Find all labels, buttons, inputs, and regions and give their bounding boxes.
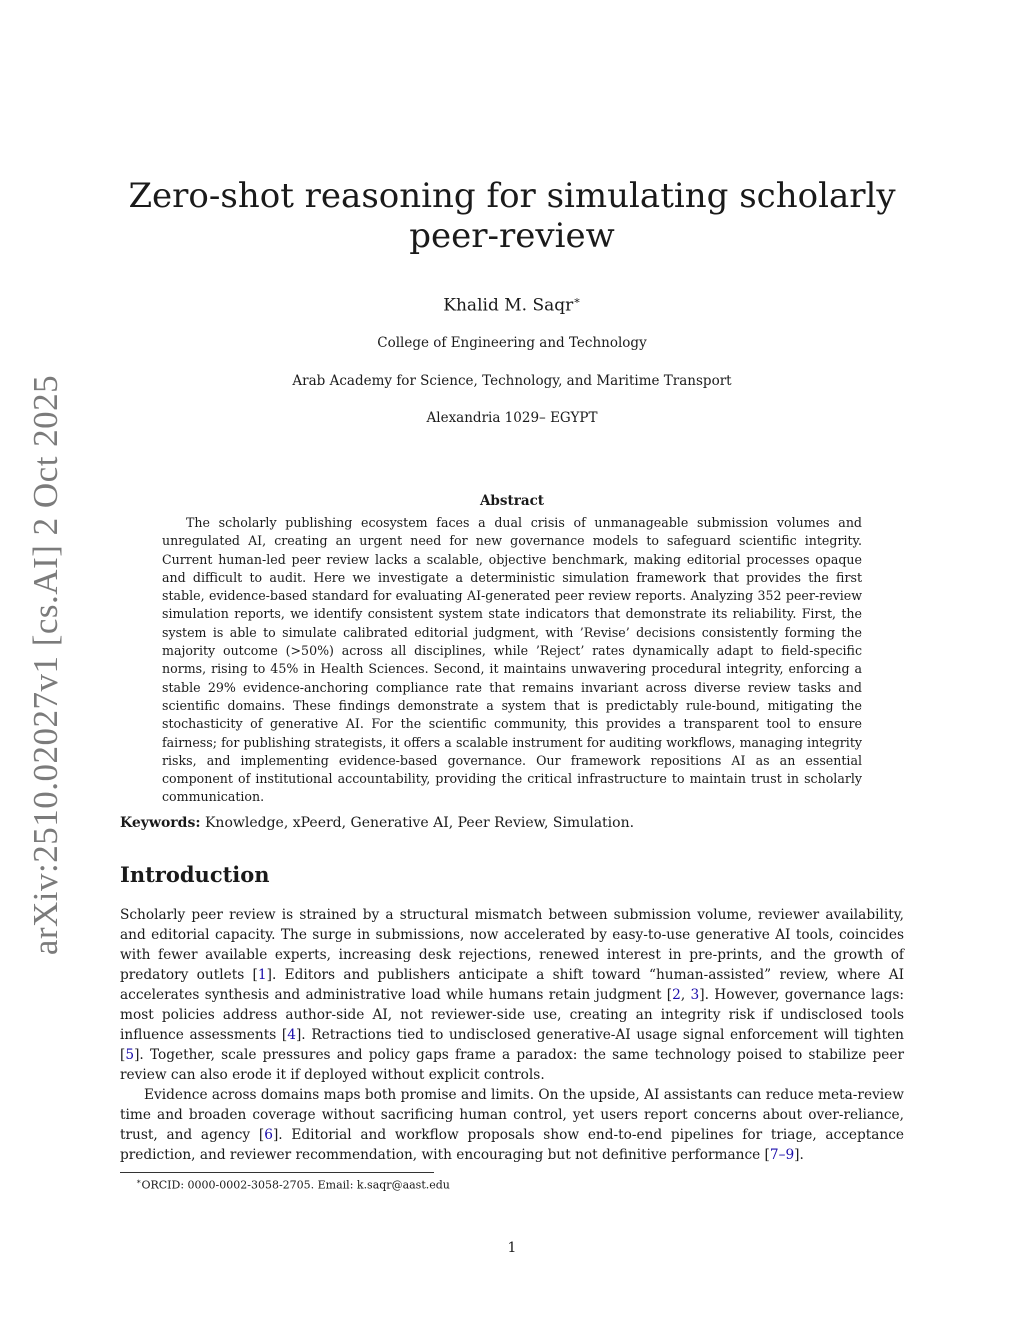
citation-link-4[interactable]: 4: [287, 1027, 296, 1043]
citation-link-3[interactable]: 3: [690, 987, 700, 1003]
affiliation-location: Alexandria 1029– EGYPT: [426, 410, 598, 426]
title-line-1: Zero-shot reasoning for simulating scholarly: [128, 176, 896, 216]
intro-p2-text-b: ]. Editorial and workflow proposals show end-to-end pipelines for triage, acceptance prediction, and reviewer recommendation, with encouraging but not definitive performance [: [120, 1127, 904, 1163]
footnote-mark: ∗: [136, 1177, 142, 1186]
intro-p2-text-a: Evidence across domains maps both promise and limits. On the upside, AI assistants can reduce meta-review time and broaden coverage without sacrificing human control, yet users report concerns about over-reliance, trust, and agency [: [120, 1087, 904, 1143]
intro-p1-text-c: ,: [680, 987, 691, 1003]
abstract-text: The scholarly publishing ecosystem faces a dual crisis of unmanageable submission volumes and unregulated AI, creating an urgent need for new governance models to safeguard scientific integrity. Current human-led peer review lacks a scalable, objective benchmark, making editorial processes opaque and difficult to audit. Here we investigate a deterministic simulation framework that provides the first stable, evidence-based standard for evaluating AI-generated peer review reports. Analyzing 352 peer-review simulation reports, we identify consistent system state indicators that demonstrate its reliability. First, the system is able to simulate calibrated editorial judgment, with ’Revise’ decisions consistently forming the majority outcome (>50%) across all disciplines, while ’Reject’ rates dynamically adapt to field-specific norms, rising to 45% in Health Sciences. Second, it maintains unwavering procedural integrity, enforcing a stable 29% evidence-anchoring compliance rate that remains invariant across diverse review tasks and scientific domains. These findings demonstrate a system that is predictably rule-bound, mitigating the stochasticity of generative AI. For the scientific community, this provides a transparent tool to ensure fairness; for publishing strategists, it offers a scalable instrument for auditing workflows, managing integrity risks, and implementing evidence-based governance. Our framework repositions AI as an essential component of institutional accountability, providing the critical infrastructure to maintain trust in scholarly communication.: [162, 515, 862, 805]
intro-p1-text-e: ]. Retractions tied to undisclosed generative-AI usage signal enforcement will tighten [: [120, 1027, 905, 1063]
introduction-heading: Introduction: [120, 862, 270, 887]
intro-p1-text-d: ]. However, governance lags: most policies address author-side AI, not reviewer-side use, creating an integrity risk if undisclosed tools influence assessments [: [120, 987, 904, 1043]
citation-link-2[interactable]: 2: [672, 987, 681, 1003]
citation-link-6[interactable]: 6: [264, 1127, 273, 1143]
introduction-paragraph-1: [120, 905, 904, 1085]
author-line: [120, 294, 904, 316]
footnote: [136, 1177, 450, 1192]
intro-p1-text-a: Scholarly peer review is strained by a structural mismatch between submission volume, reviewer availability, and editorial capacity. The surge in submissions, now accelerated by easy-to-use generative AI tools, coincides with fewer available experts, increasing desk rejections, renewed interest in pre-prints, and the growth of predatory outlets [: [120, 907, 904, 983]
keywords-line: [120, 815, 904, 831]
keywords-text: Knowledge, xPeerd, Generative AI, Peer Review, Simulation.: [204, 815, 635, 831]
intro-p2-text-c: ].: [794, 1147, 804, 1163]
footnote-rule: [120, 1172, 434, 1173]
abstract-heading: Abstract: [479, 493, 545, 509]
title-line-2: peer-review: [409, 216, 615, 256]
affiliation-academy: Arab Academy for Science, Technology, and Maritime Transport: [292, 373, 732, 389]
intro-p1-text-f: ]. Together, scale pressures and policy gaps frame a paradox: the same technology poised to stabilize peer review can also erode it if deployed without explicit controls.: [120, 1047, 904, 1083]
citation-link-7-9[interactable]: 7–9: [769, 1147, 795, 1163]
author-name: Khalid M. Saqr: [443, 295, 574, 316]
footnote-text: ORCID: 0000-0002-3058-2705. Email: k.saqr@aast.edu: [141, 1178, 450, 1192]
paper-title: [120, 176, 904, 256]
intro-p1-text-b: ]. Editors and publishers anticipate a shift toward “human-assisted” review, where AI accelerates synthesis and administrative load while humans retain judgment [: [120, 967, 905, 1003]
keywords-label: Keywords:: [120, 815, 201, 831]
author-footnote-mark[interactable]: ∗: [573, 294, 581, 307]
affiliation-college: College of Engineering and Technology: [377, 335, 647, 351]
arxiv-identifier[interactable]: arXiv:2510.02027v1 [cs.AI] 2 Oct 2025: [26, 374, 66, 956]
arxiv-stamp: [16, 374, 76, 956]
citation-link-5[interactable]: 5: [125, 1047, 135, 1063]
page-number: 1: [507, 1240, 517, 1256]
introduction-paragraph-2: [120, 1085, 904, 1165]
citation-link-1[interactable]: 1: [257, 967, 267, 983]
